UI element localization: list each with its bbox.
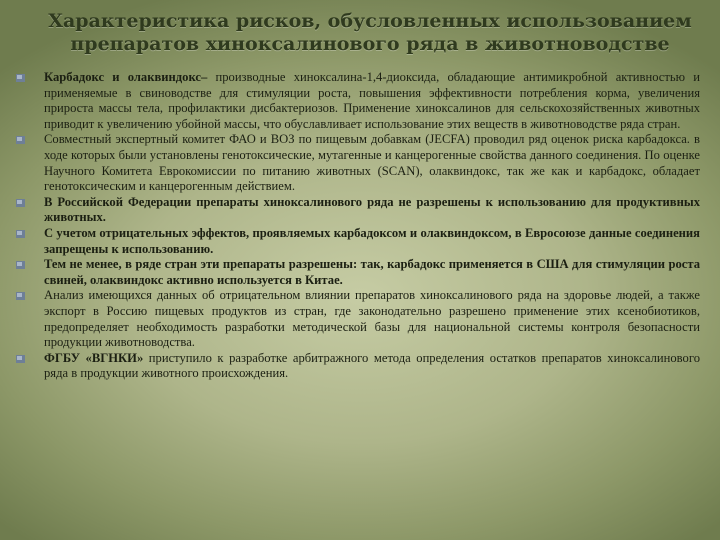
bullet-list [14,70,700,382]
item-lead: В Российской Федерации препараты хиноксалинового ряда не разрешены к использованию для продуктивных животных. [44,194,700,225]
list-item [14,132,700,194]
bullet-square-icon [16,199,25,207]
item-lead: Карбадокс и олаквиндокс– [44,70,208,84]
bullet-square-icon [16,261,25,269]
bullet-square-icon [16,74,25,82]
list-item [14,70,700,132]
item-text: приступило к разработке арбитражного метода определения остатков препаратов хиноксалинового ряда в продукции животного происхождения. [44,350,700,381]
item-lead: Тем не менее, в ряде стран эти препараты разрешены: так, карбадокс применяется в США для стимуляции роста свиней, олаквиндокс активно используется в Китае. [44,257,700,287]
item-text: Совместный экспертный комитет ФАО и ВОЗ по пищевым добавкам (JECFA) проводил ряд оценок риска карбадокса. в ходе которых были установлены генотоксические, мутагенные и канцерогенные свойства данного соединения. По оценке Научного Комитета Еврокомиссии по питанию животных (SCAN), олаквиндокс, так же как и карбадокс, обладает генотоксическим и канцерогенным действием. [44,132,700,194]
item-lead: С учетом отрицательных эффектов, проявляемых карбадоксом и олаквиндоксом, в Евросоюзе данные соединения запрещены к использованию. [44,225,700,256]
bullet-square-icon [16,355,25,363]
item-lead: ФГБУ «ВГНКИ» [44,350,144,365]
bullet-square-icon [16,230,25,238]
list-item [14,195,700,226]
item-text: производные хиноксалина-1,4-диоксида, обладающие антимикробной активностью и применяемые в свиноводстве для стимуляции роста, повышения эффективности потребления корма, увеличения прироста массы тела, профилактики дисбактериозов. Применение хиноксалинов для сельскохозяйственных животных приводит к увеличению убойной массы, что обуславливает использование этих веществ в животноводстве ряда стран. [44,70,700,131]
bullet-square-icon [16,292,25,300]
list-item [14,257,700,288]
item-text: Анализ имеющихся данных об отрицательном влиянии препаратов хиноксалинового ряда на здоровье людей, а также экспорт в Россию пищевых продуктов из стран, где законодательно разрешено применение этих ксенобиотиков, предопределяет необходимость разработки методической базы для национальной системы контроля безопасности продукции животноводства. [44,288,700,350]
slide-title: Характеристика рисков, обусловленных использованием препаратов хиноксалинового ряда в животноводстве [48,10,692,55]
list-item [14,226,700,257]
list-item [14,288,700,350]
bullet-square-icon [16,136,25,144]
list-item [14,351,700,382]
